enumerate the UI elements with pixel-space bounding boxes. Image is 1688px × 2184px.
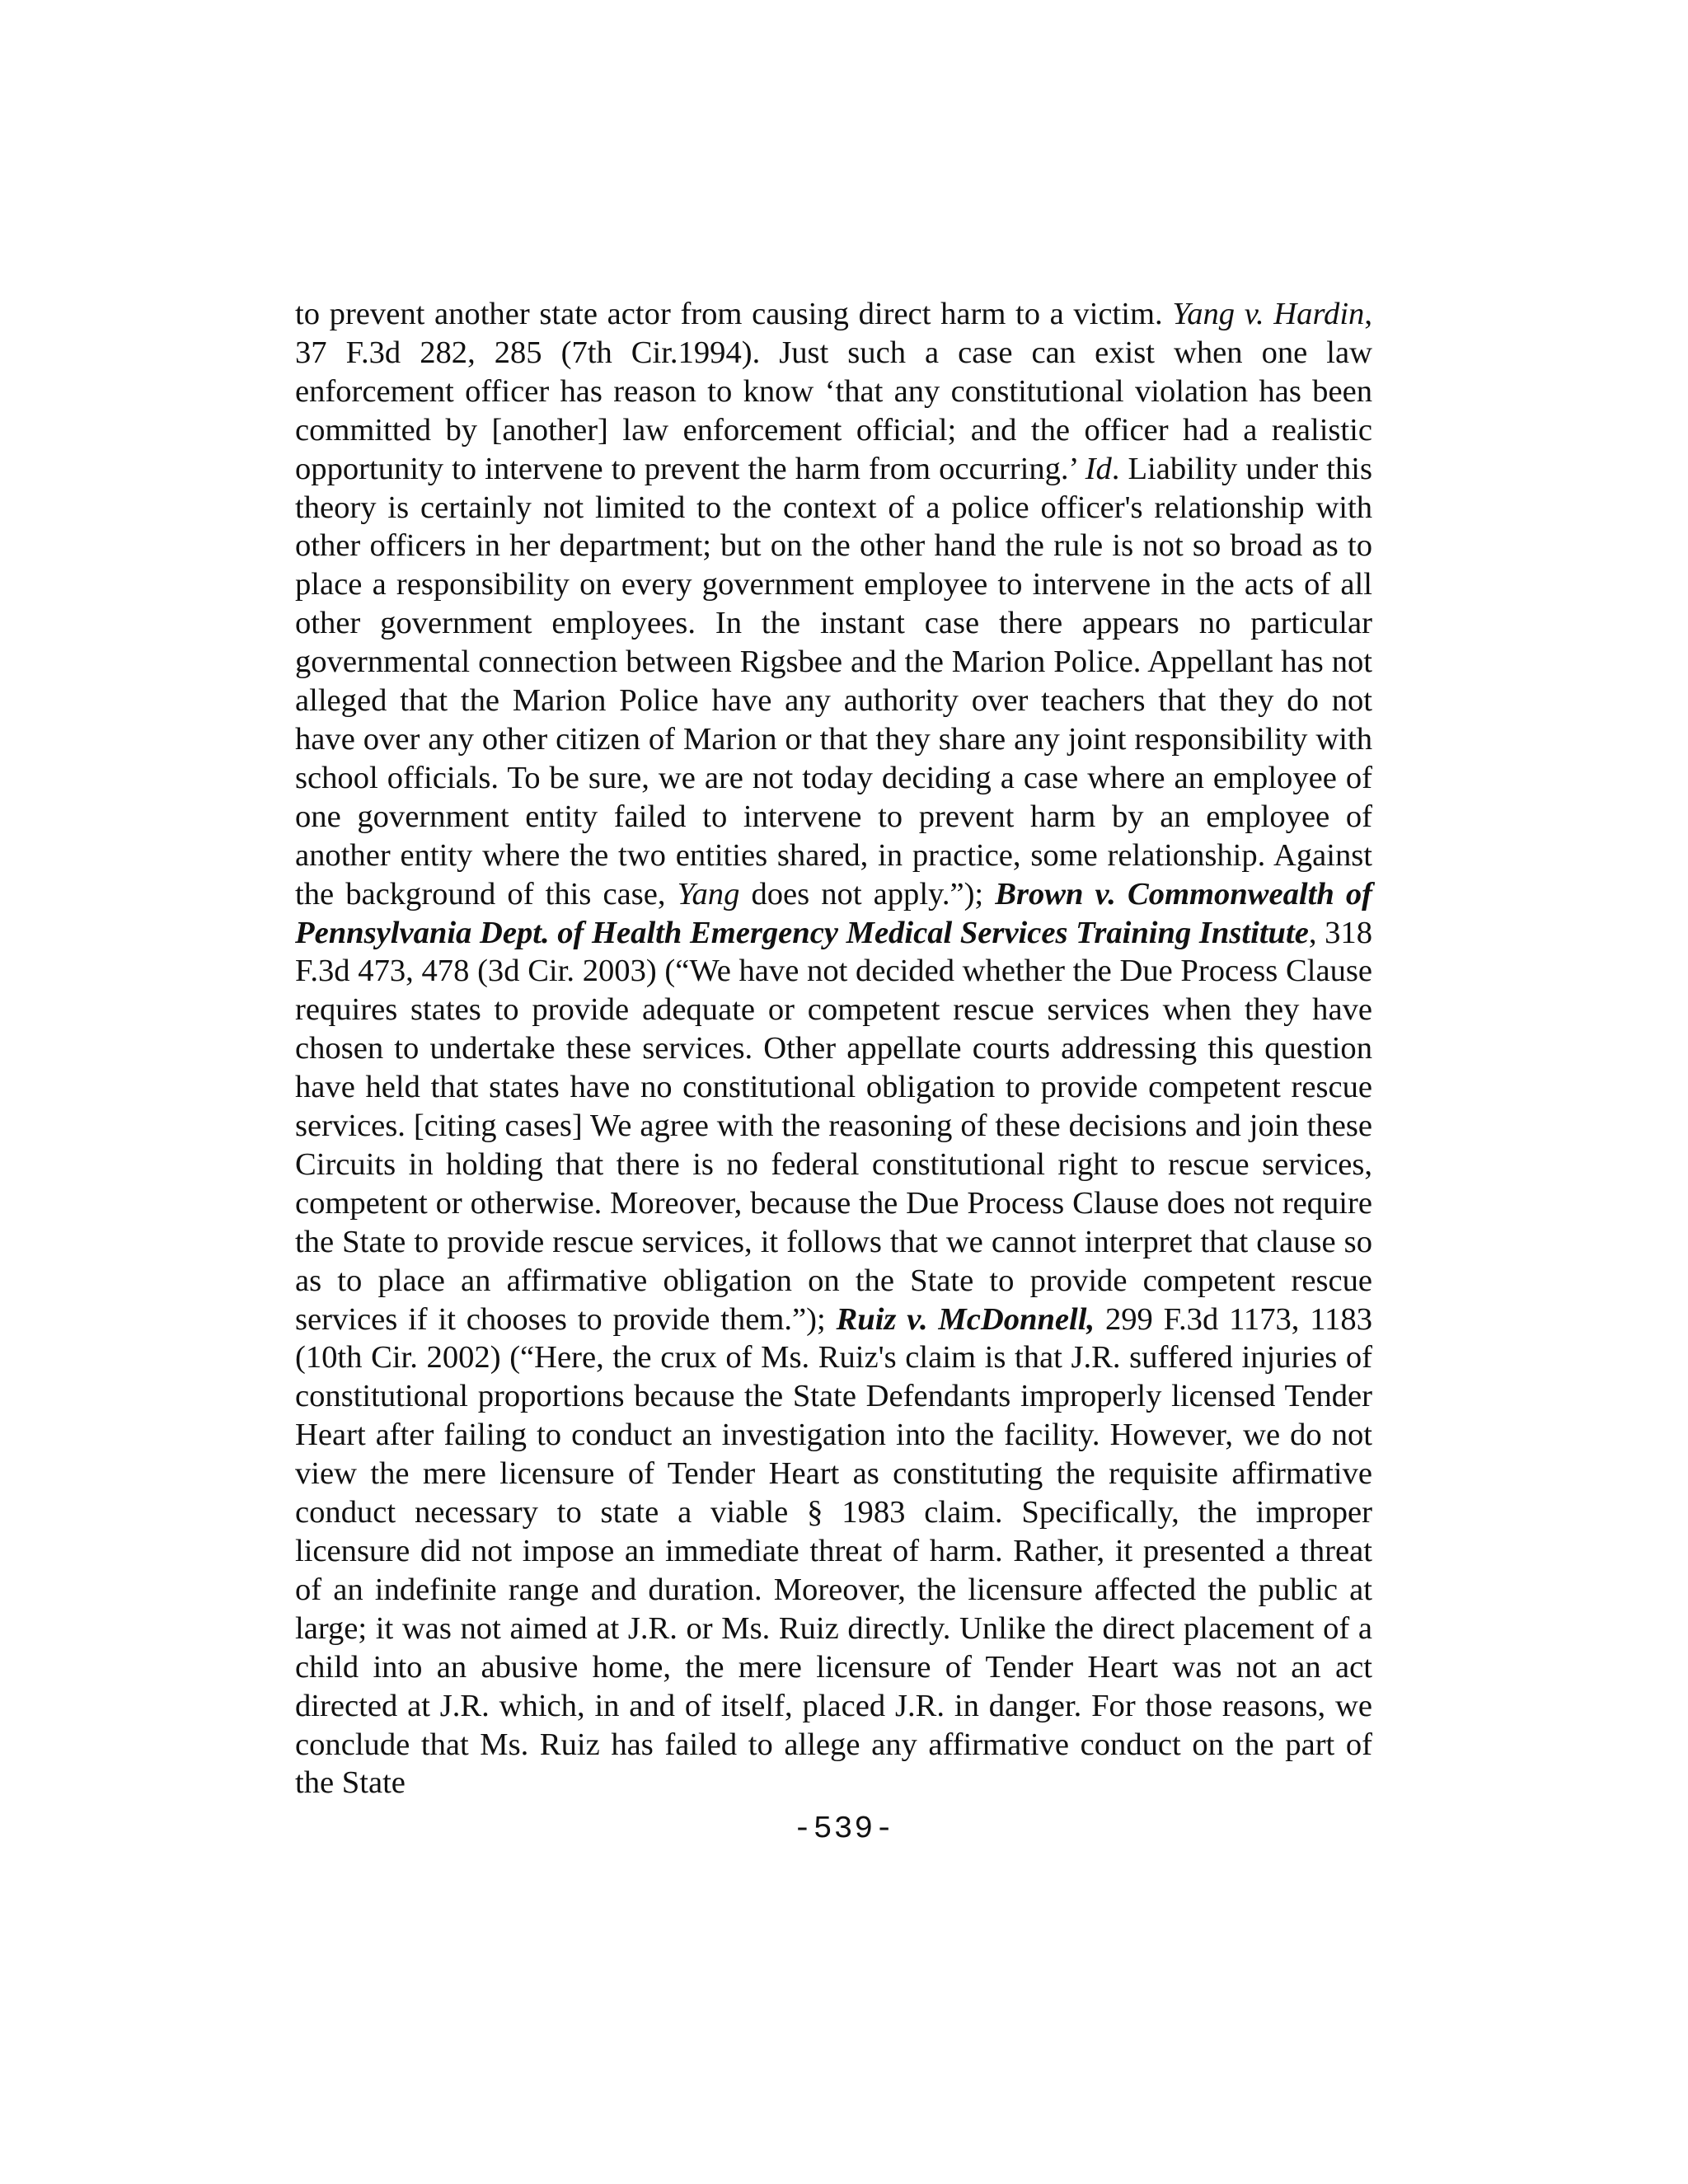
case-citation-yang-short: Yang [677,876,740,912]
case-citation-brown: Brown v. Commonwealth of Pennsylvania Dept. of Health Emergency Medical Services Training Institute [295,876,1373,950]
text-run: does not apply.”); [739,876,996,912]
text-run: , 37 F.3d 282, 285 (7th Cir.1994). Just such a case can exist when one law enforcement officer has reason to know ‘that any constitutional violation has been committed by [another] law enforcement official; and the officer had a realistic opportunity to intervene to prevent the harm from occurring.’ [295,297,1372,486]
case-citation-yang-v-hardin: Yang v. Hardin [1172,297,1365,331]
text-run: , 318 F.3d 473, 478 (3d Cir. 2003) (“We have not decided whether the Due Process Clause requires states to provide adequate or competent rescue services when they have chosen to undertake these services. Other appellate courts addressing this question have held that states have no constitutional obligation to provide competent rescue services. [citing cases] We agree with the reasoning of these decisions and join these Circuits in holding that there is no federal constitutional right to rescue services, competent or otherwise. Moreover, because the Due Process Clause does not require the State to provide rescue services, it follows that we cannot interpret that clause so as to place an affirmative obligation on the State to provide competent rescue services if it chooses to provide them.”); [295,915,1373,1337]
text-run: to prevent another state actor from causing direct harm to a victim. [295,297,1173,331]
citation-id: Id [1085,451,1112,486]
text-run: . Liability under this theory is certainly not limited to the context of a police officer's relationship with other officers in her department; but on the other hand the rule is not so broad as to place a responsibility on every government employee to intervene in the acts of all other government employees. In the instant case there appears no particular governmental connection between Rigsbee and the Marion Police. Appellant has not alleged that the Marion Police have any authority over teachers that they do not have over any other citizen of Marion or that they share any joint responsibility with school officials. To be sure, we are not today deciding a case where an employee of one government entity failed to intervene to prevent harm by an employee of another entity where the two entities shared, in practice, some relationship. Against the background of this case, [295,451,1372,912]
body-paragraph [295,295,1372,1802]
text-run: 299 F.3d 1173, 1183 (10th Cir. 2002) (“Here, the crux of Ms. Ruiz's claim is that J.R. suffered injuries of constitutional proportions because the State Defendants improperly licensed Tender Heart after failing to conduct an investigation into the facility. However, we do not view the mere licensure of Tender Heart as constituting the requisite affirmative conduct necessary to state a viable § 1983 claim. Specifically, the improper licensure did not impose an immediate threat of harm. Rather, it presented a threat of an indefinite range and duration. Moreover, the licensure affected the public at large; it was not aimed at J.R. or Ms. Ruiz directly. Unlike the direct placement of a child into an abusive home, the mere licensure of Tender Heart was not an act directed at J.R. which, in and of itself, placed J.R. in danger. For those reasons, we conclude that Ms. Ruiz has failed to allege any affirmative conduct on the part of the State [295,1301,1372,1801]
case-citation-ruiz: Ruiz v. McDonnell, [836,1301,1095,1337]
page-number: -539- [792,1811,896,1847]
